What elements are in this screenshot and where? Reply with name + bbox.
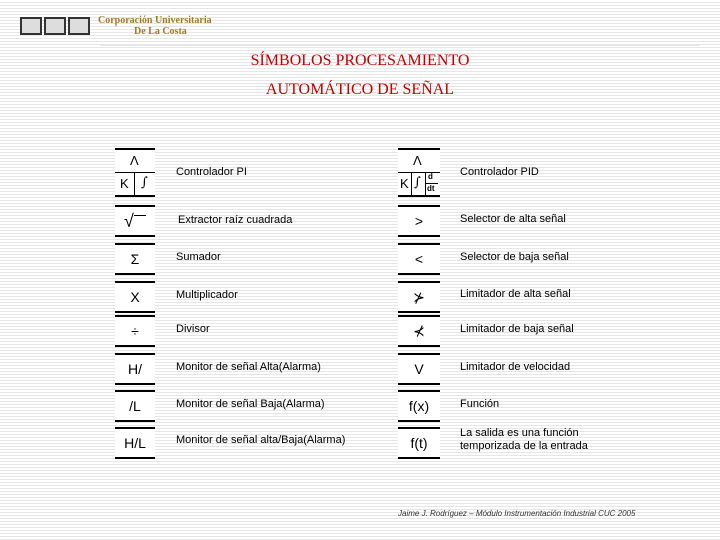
pid-k: K bbox=[400, 176, 409, 191]
time-function-symbol: f(t) bbox=[398, 427, 440, 459]
pi-k: K bbox=[120, 176, 129, 191]
right-label-3: Selector de baja señal bbox=[460, 251, 569, 263]
left-label-8: Monitor de señal alta/Baja(Alarma) bbox=[176, 434, 346, 446]
function-symbol: f(x) bbox=[398, 390, 440, 422]
pid-controller-symbol bbox=[398, 148, 440, 197]
pid-integral-icon: ∫ bbox=[414, 175, 421, 190]
pi-integral-icon: ∫ bbox=[141, 175, 148, 190]
multiplier-symbol: X bbox=[115, 281, 155, 313]
right-label-5: Limitador de baja señal bbox=[460, 323, 574, 335]
right-label-6: Limitador de velocidad bbox=[460, 361, 571, 373]
right-label-7: Función bbox=[460, 398, 500, 410]
left-label-5: Divisor bbox=[176, 323, 210, 335]
divider-symbol: ÷ bbox=[115, 315, 155, 347]
pi-controller-symbol bbox=[115, 148, 155, 197]
summer-symbol: Σ bbox=[115, 243, 155, 275]
high-low-monitor-symbol: H/L bbox=[115, 427, 155, 459]
cuc-logo-icon bbox=[20, 15, 92, 37]
left-label-3: Sumador bbox=[176, 251, 221, 263]
page-title-line2: AUTOMÁTICO DE SEÑAL bbox=[265, 81, 455, 98]
right-label-1: Controlador PID bbox=[460, 166, 539, 178]
low-selector-symbol: < bbox=[398, 243, 440, 275]
high-limiter-symbol: ⊁ bbox=[398, 281, 440, 313]
right-label-8: La salida es una función temporizada de la entrada bbox=[460, 427, 588, 452]
low-monitor-symbol: /L bbox=[115, 390, 155, 422]
footer-credit: Jaime J. Rodríguez – Módulo Instrumentación Industrial CUC 2005 bbox=[398, 509, 636, 518]
rate-limiter-symbol: V bbox=[398, 353, 440, 385]
pid-d: d bbox=[428, 172, 433, 181]
org-line1: Corporación Universitaria bbox=[98, 15, 212, 26]
left-label-6: Monitor de señal Alta(Alarma) bbox=[176, 361, 321, 373]
header-divider bbox=[100, 45, 700, 46]
left-label-1: Controlador PI bbox=[176, 166, 247, 178]
square-root-symbol: √ bbox=[115, 205, 155, 237]
org-line2: De La Costa bbox=[134, 26, 187, 37]
org-name bbox=[98, 15, 212, 37]
page-title-line1: SÍMBOLOS PROCESAMIENTO bbox=[250, 52, 470, 69]
high-selector-symbol: > bbox=[398, 205, 440, 237]
left-label-7: Monitor de señal Baja(Alarma) bbox=[176, 398, 325, 410]
right-label-4: Limitador de alta señal bbox=[460, 288, 571, 300]
right-label-2: Selector de alta señal bbox=[460, 213, 566, 225]
low-limiter-symbol: ⊀ bbox=[398, 315, 440, 347]
pid-dt: dt bbox=[427, 184, 435, 193]
high-monitor-symbol: H/ bbox=[115, 353, 155, 385]
pi-top-mark: Λ bbox=[130, 153, 139, 168]
left-label-2: Extractor raíz cuadrada bbox=[178, 214, 293, 226]
pid-top-mark: Λ bbox=[413, 153, 422, 168]
left-label-4: Multiplicador bbox=[176, 289, 238, 301]
